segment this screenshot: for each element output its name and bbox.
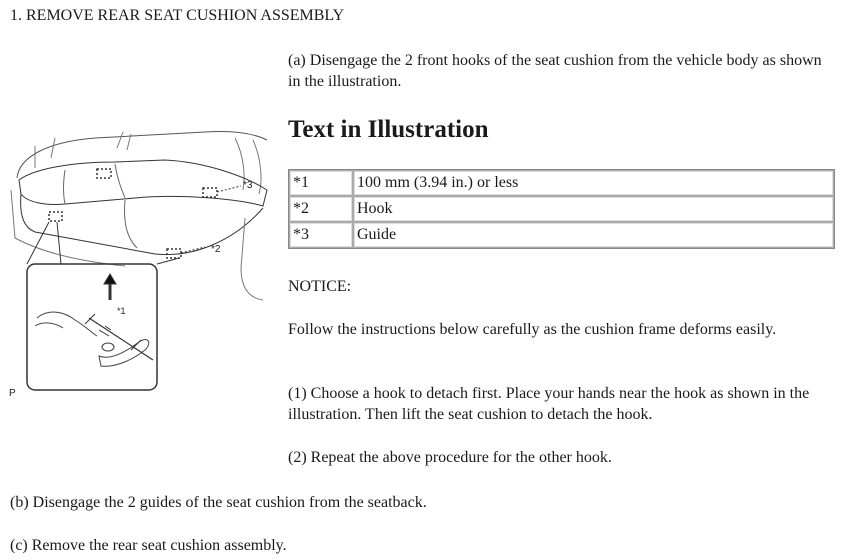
seat-cushion-illustration: [5, 128, 285, 400]
illustration-corner-mark: P: [9, 388, 16, 399]
instruction-a: (a) Disengage the 2 front hooks of the seat cushion from the vehicle body as shown in the illustration.: [288, 52, 822, 90]
legend-row: [289, 196, 834, 222]
legend-key: *3: [289, 222, 353, 248]
legend-value: Hook: [353, 196, 834, 222]
illustration-legend-table: [288, 169, 835, 249]
hook-icon: [102, 343, 114, 351]
illustration-title: Text in Illustration: [288, 116, 489, 143]
legend-row: [289, 170, 834, 196]
callout-1-label: *1: [117, 306, 126, 316]
legend-row: [289, 222, 834, 248]
callout-2-label: *2: [211, 244, 221, 255]
callout-3-label: *3: [243, 180, 253, 191]
guide-marker: [203, 188, 217, 197]
substep-2: (2) Repeat the above procedure for the other hook.: [288, 449, 612, 466]
legend-key: *1: [289, 170, 353, 196]
substep-1: (1) Choose a hook to detach first. Place your hands near the hook as shown in the illustration. Then lift the seat cushion to detach the hook.: [288, 385, 810, 423]
instruction-c: (c) Remove the rear seat cushion assembly.: [10, 537, 287, 554]
legend-value: 100 mm (3.94 in.) or less: [353, 170, 834, 196]
notice-text: Follow the instructions below carefully as the cushion frame deforms easily.: [288, 321, 777, 338]
notice-label: NOTICE:: [288, 278, 352, 295]
hook-marker: [97, 169, 111, 178]
instruction-b: (b) Disengage the 2 guides of the seat cushion from the seatback.: [10, 494, 427, 511]
legend-value: Guide: [353, 222, 834, 248]
step-title: 1. REMOVE REAR SEAT CUSHION ASSEMBLY: [10, 7, 345, 24]
detail-inset-box: [27, 264, 157, 390]
legend-key: *2: [289, 196, 353, 222]
hook-marker: [49, 212, 62, 221]
